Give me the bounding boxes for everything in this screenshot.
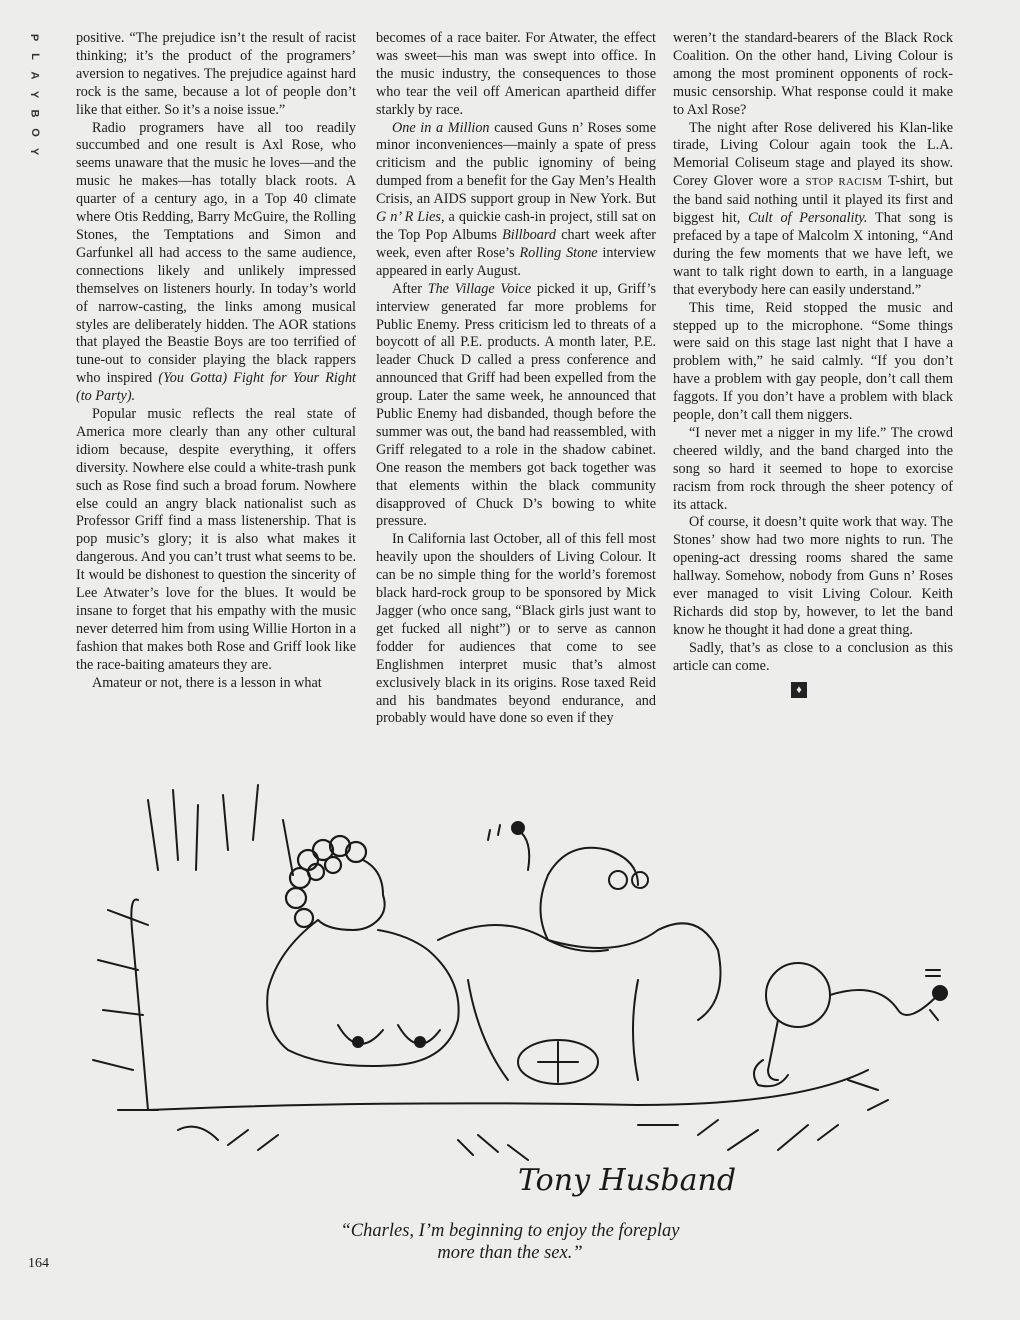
- publication-title: Rolling Stone: [519, 244, 598, 261]
- publication-title: Billboard: [502, 226, 556, 243]
- paragraph-text: That song is prefaced by a tape of Malcolm X intoning, “And during the few moments that we have left, we want to talk right down to earth, in a language that everybody here can easily understand.”: [673, 210, 953, 298]
- song-title: (You Gotta) Fight for Your Right (to Party).: [76, 370, 356, 405]
- album-title: G n’ R Lies,: [376, 209, 445, 226]
- cartoonist-signature: Tony Husband: [518, 1163, 737, 1198]
- paragraph: In California last October, all of this fell most heavily upon the shoulders of Living Colour. It can be no simple thing for the world’s foremost black hard-rock group to be sponsored by Mick Jagger (who once sang, “Black girls just want to get fucked all night”) or to serve as cannon fodder for audiences that come to see Englishmen interpret music that’s almost exclusively black in its origins. Rose taxed Reid and his bandmates beyond endurance, and probably would have done so even if they: [376, 531, 656, 727]
- song-title: One in a Million: [392, 119, 490, 136]
- paragraph: positive. “The prejudice isn’t the result of racist thinking; it’s the product of the programers’ aversion to negatives. The prejudice against hard rock is the same, because a lot of people don’t like that either. So it’s a noise issue.”: [76, 30, 356, 118]
- publication-title: The Village Voice: [427, 280, 532, 297]
- paragraph: Sadly, that’s as close to a conclusion as this article can come.: [673, 639, 953, 674]
- paragraph: Amateur or not, there is a lesson in what: [92, 674, 322, 691]
- magazine-sidebar-logo: [24, 28, 44, 161]
- sidebar-letter: A: [28, 71, 41, 80]
- paragraph: [76, 120, 356, 407]
- sidebar-letter: B: [28, 109, 41, 118]
- paragraph: becomes of a race baiter. For Atwater, the effect was sweet—his man was swept into office. In the music industry, the consequences to those who tear the veil off American apartheid differ starkly by race.: [376, 30, 656, 118]
- paragraph-text: The night after Rose delivered his Klan-like tirade, Living Colour again took the L.A. Memorial Coliseum stage and played its show. Corey Glover wore a: [673, 119, 953, 190]
- paragraph-text: caused Guns n’ Roses some minor inconveniences—mainly a spate of press criticism and the public ignominy of being dumped from a benefit for the Gay Men’s Health Crisis, an AIDS support group in New York. But: [376, 119, 656, 208]
- sidebar-letter: Y: [28, 147, 41, 156]
- paragraph: “I never met a nigger in my life.” The crowd cheered wildly, and the band charged into the song so hard it seemed to hope to exorcise racism from rock through the sheer potency of its attack.: [673, 424, 953, 513]
- paragraph-text: picked it up, Griff’s interview generated far more problems for Public Enemy. Press criticism led to threats of a boycott of all P.E. products. A month later, P.E. leader Chuck D called a press conference and announced that Griff had been expelled from the group. Later the same week, he announced that Public Enemy had disbanded, though before the summer was out, the band had reassembled, with Griff relegated to a role in the shadow cabinet. One reason the members got back together was that elements within the black community disapproved of Chuck D’s bowing to white pressure.: [376, 280, 656, 530]
- cartoon-caption: [180, 1220, 840, 1264]
- rabbit-head-end-mark-icon: ♦: [791, 682, 807, 698]
- article-column-3: [673, 30, 953, 698]
- paragraph: Of course, it doesn’t quite work that way. The Stones’ show had two more nights to run. The opening-act dressing rooms shared the same hallway. Somehow, nobody from Guns n’ Roses ever managed to visit Living Colour. Keith Richards did stop by, however, to let the band know he thought it had done a great thing.: [673, 514, 953, 638]
- song-title: Cult of Personality.: [748, 210, 868, 227]
- sidebar-letter: Y: [28, 90, 41, 99]
- sidebar-letter: L: [28, 53, 41, 60]
- sidebar-letter: P: [28, 33, 41, 42]
- paragraph-text: interview appeared in early August.: [376, 244, 657, 279]
- caption-line: “Charles, I’m beginning to enjoy the foreplay: [340, 1221, 680, 1241]
- small-caps-text: STOP RACISM: [805, 176, 883, 189]
- paragraph-text: After: [392, 280, 428, 297]
- paragraph-text: chart week after week, even after Rose’s: [376, 226, 656, 261]
- paragraph: [673, 120, 953, 300]
- article-column-1: [76, 30, 356, 693]
- cartoon-illustration: [78, 780, 958, 1210]
- paragraph-text: Radio programers have all too readily succumbed and one result is Axl Rose, who seems unaware that the music he loves—and the music he makes—has totally black roots. A quarter of a century ago, in a Top 40 climate where Otis Redding, Barry McGuire, the Rolling Stones, the Temptations and Simon and Garfunkel all had access to the same audience, connections likely and unlikely impressed themselves on listeners hourly. In today’s world of narrow-casting, the links among musical styles are deliberately hidden. The AOR stations that played the Beastie Boys are too terrified of tune-out to consider playing the black rappers who inspired: [76, 119, 356, 387]
- paragraph: weren’t the standard-bearers of the Black Rock Coalition. On the other hand, Living Colour is among the most prominent opponents of rock-music censorship. What response could it make to Axl Rose?: [673, 30, 953, 118]
- paragraph: Popular music reflects the real state of America more clearly than any other cultural idiom because, despite everything, it offers diversity. Nowhere else could a white-trash punk such as Rose find such a broad forum. Nowhere else could an angry black nationalist such as Professor Griff find a mass listenership. That is pop music’s glory; it is also what makes it dangerous. And you can’t trust what seems to be. It would be dishonest to question the sincerity of Lee Atwater’s love for the blues. It would be insane to forget that his empathy with the music never deterred him from using Willie Horton in a fashion that makes both Rose and Griff look like the race-baiting amateurs they are.: [76, 406, 356, 673]
- article-column-2: [376, 30, 656, 728]
- page-number: 164: [28, 1256, 49, 1271]
- paragraph: [376, 120, 656, 281]
- sidebar-letter: O: [28, 128, 41, 137]
- paragraph-text: a quickie cash-in project, still sat on the Top Pop Albums: [376, 209, 657, 243]
- paragraph-text: T-shirt, but the band said nothing until it played its first and biggest hit,: [673, 173, 953, 227]
- paragraph: This time, Reid stopped the music and stepped up to the microphone. “Some things were said on this stage last night that I have a problem with,” he said calmly. “If you don’t have a problem with gay people, don’t call them faggots. If you don’t have a problem with black people, don’t call them niggers.: [673, 299, 953, 424]
- paragraph: [376, 281, 656, 532]
- caption-line: more than the sex.”: [437, 1243, 583, 1263]
